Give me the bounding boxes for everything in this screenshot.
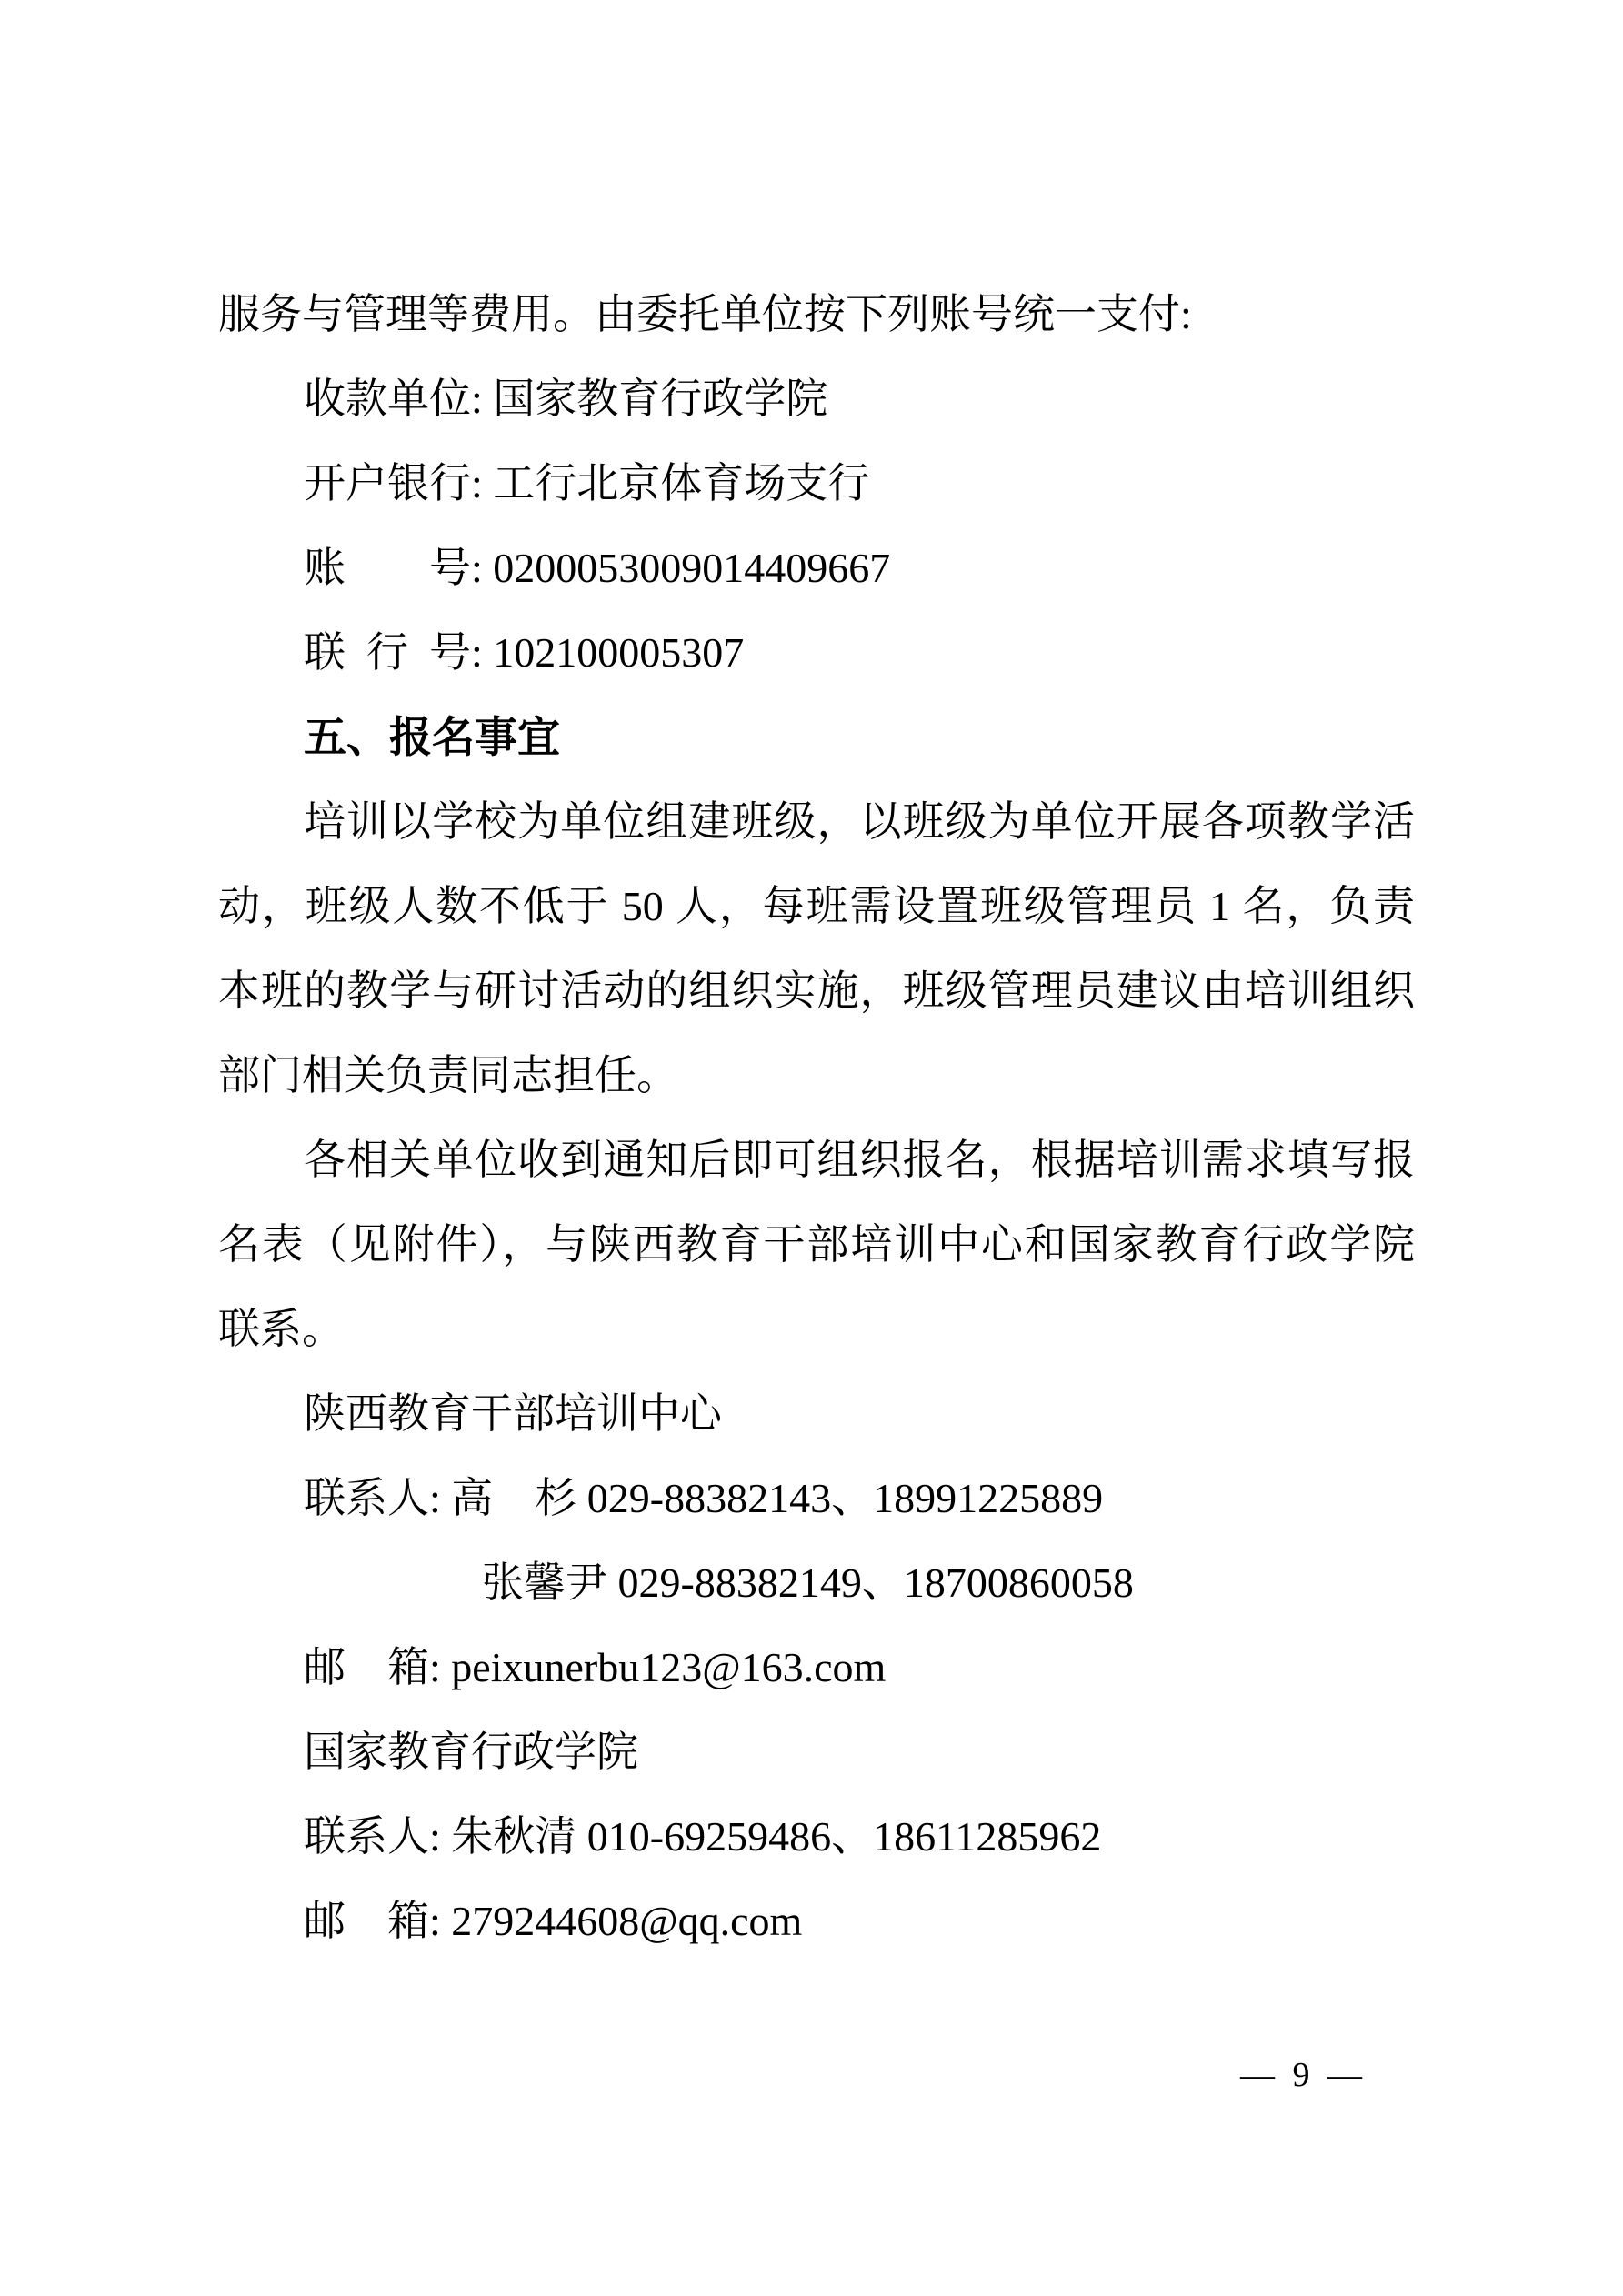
payee-line: 收款单位: 国家教育行政学院 xyxy=(304,376,828,422)
para1-line-2: 动，班级人数不低于 50 人，每班需设置班级管理员 1 名，负责 xyxy=(218,883,1415,929)
para2-line-1: 各相关单位收到通知后即可组织报名，根据培训需求填写报 xyxy=(304,1137,1415,1183)
org-shaanxi-line: 陕西教育干部培训中心 xyxy=(304,1390,722,1437)
para1-line-1: 培训以学校为单位组建班级，以班级为单位开展各项教学活 xyxy=(304,798,1415,845)
contact-gao-line: 联系人: 高 杉 029-88382143、18991225889 xyxy=(304,1475,1104,1521)
para1-line-4: 部门相关负责同志担任。 xyxy=(218,1052,678,1098)
email-shaanxi-line: 邮 箱: peixunerbu123@163.com xyxy=(304,1644,887,1690)
page-number: — 9 — xyxy=(1240,2056,1367,2094)
para2-line-3: 联系。 xyxy=(218,1306,344,1352)
contact-zhu-line: 联系人: 朱秋清 010-69259486、18611285962 xyxy=(304,1813,1102,1860)
para2-line-2: 名表（见附件），与陕西教育干部培训中心和国家教育行政学院 xyxy=(218,1221,1415,1268)
contact-zhang-line: 张馨尹 029-88382149、18700860058 xyxy=(482,1559,1134,1606)
cnaps-number-line: 联 行 号: 102100005307 xyxy=(304,629,745,676)
org-naea-line: 国家教育行政学院 xyxy=(304,1729,638,1775)
intro-line: 服务与管理等费用。由委托单位按下列账号统一支付: xyxy=(218,291,1192,337)
para1-line-3: 本班的教学与研讨活动的组织实施，班级管理员建议由培训组织 xyxy=(218,968,1415,1014)
account-number-line: 账 号: 0200053009014409667 xyxy=(304,545,891,591)
bank-line: 开户银行: 工行北京体育场支行 xyxy=(304,460,870,506)
email-naea-line: 邮 箱: 279244608@qq.com xyxy=(304,1898,803,1944)
document-body xyxy=(218,272,1415,1963)
section-heading: 五、报名事宜 xyxy=(304,713,560,761)
